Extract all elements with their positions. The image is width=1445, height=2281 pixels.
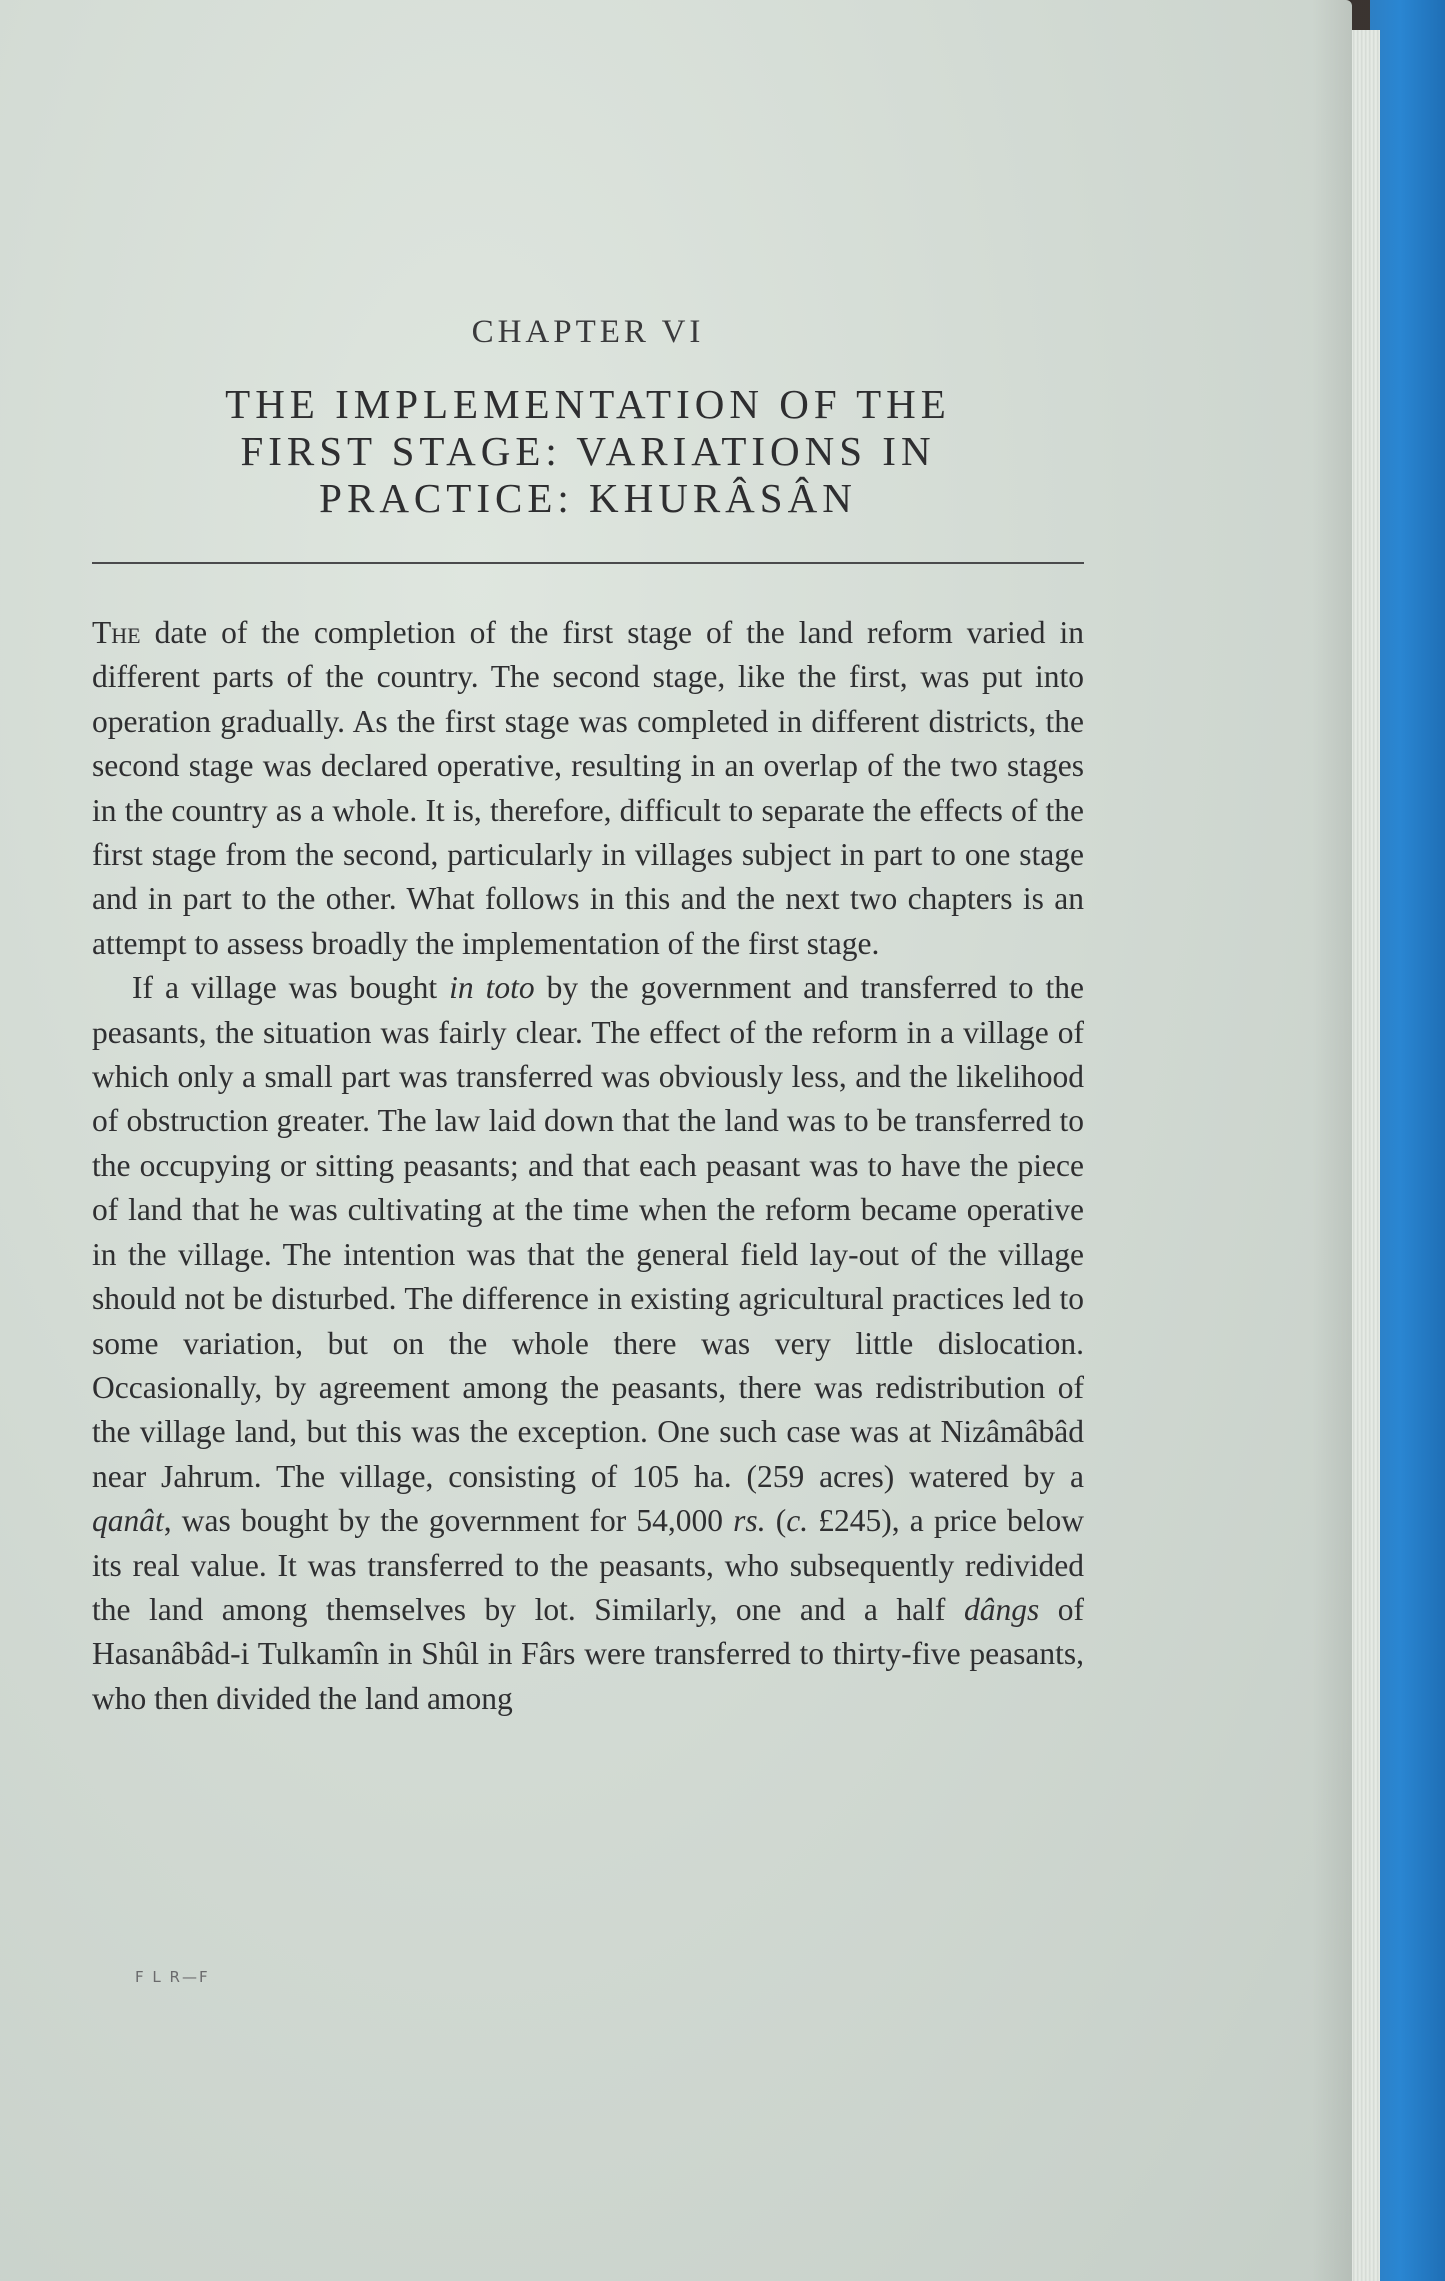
chapter-title-line-2: FIRST STAGE: VARIATIONS IN	[240, 428, 936, 474]
paragraph-2-italic-1: in toto	[449, 970, 535, 1006]
title-rule	[92, 562, 1084, 564]
paragraph-2-italic-5: dângs	[963, 1591, 1040, 1627]
paragraph-2-text-6: of Hasanâbâd-i Tulkamîn in Shûl in Fârs were transferred to thirty-five peasants, who then divided the land among	[92, 1591, 1084, 1716]
paragraph-2-text-4: (	[765, 1503, 787, 1539]
paragraph-1-text: date of the completion of the first stage of the land reform varied in different parts of the country. The second stage, like the first, was put into operation gradually. As the first stage was completed in different districts, the second stage was declared operative, resulting in an overlap of the two stages in the country as a whole. It is, therefore, difficult to separate the effects of the first stage from the second, particularly in villages subject in part to one stage and in part to the other. What follows in this and the next two chapters is an attempt to assess broadly the implementation of the first stage.	[92, 615, 1084, 961]
signature-mark: F L R—F	[135, 1968, 210, 1986]
paragraph-2-text-5: £245), a price below its real value. It was transferred to the peasants, who subsequently redivided the land among themselves by lot. Similarly, one and a half	[92, 1503, 1084, 1627]
chapter-title-line-3: PRACTICE: KHURÂSÂN	[319, 475, 857, 521]
chapter-title	[92, 381, 1084, 522]
paragraph-2-text-1: If a village was bought	[132, 970, 450, 1006]
book-cover-edge	[1370, 0, 1445, 2281]
paragraph-2-text-2: by the government and transferred to the peasants, the situation was fairly clear. The effect of the reform in a village of which only a small part was transferred was obviously less, and the likelihood of obstruction greater. The law laid down that the land was to be transferred to the occupying or sitting peasants; and that each peasant was to have the piece of land that he was cultivating at the time when the reform became operative in the village. The intention was that the general field lay-out of the village should not be disturbed. The difference in existing agricultural practices led to some variation, but on the whole there was very little dislocation. Occasionally, by agreement among the peasants, there was redistribution of the village land, but this was the exception. One such case was at Nizâmâbâd near Jahrum. The village, consisting of 105 ha. (259 acres) watered by a	[92, 970, 1084, 1494]
paragraph-2-text-3: , was bought by the government for 54,000	[163, 1503, 734, 1539]
paragraph-1	[92, 611, 1084, 966]
chapter-label: CHAPTER VI	[471, 314, 705, 350]
body-text	[92, 611, 1084, 1721]
paragraph-2-italic-3: rs.	[733, 1503, 766, 1539]
paragraph-2-italic-2: qanât	[92, 1503, 164, 1539]
paragraph-2	[92, 966, 1084, 1721]
chapter-title-line-1: THE IMPLEMENTATION OF THE	[225, 381, 951, 427]
paragraph-1-lead: The	[92, 615, 141, 650]
page-content	[92, 300, 1084, 1721]
paragraph-2-italic-4: c.	[786, 1503, 809, 1539]
